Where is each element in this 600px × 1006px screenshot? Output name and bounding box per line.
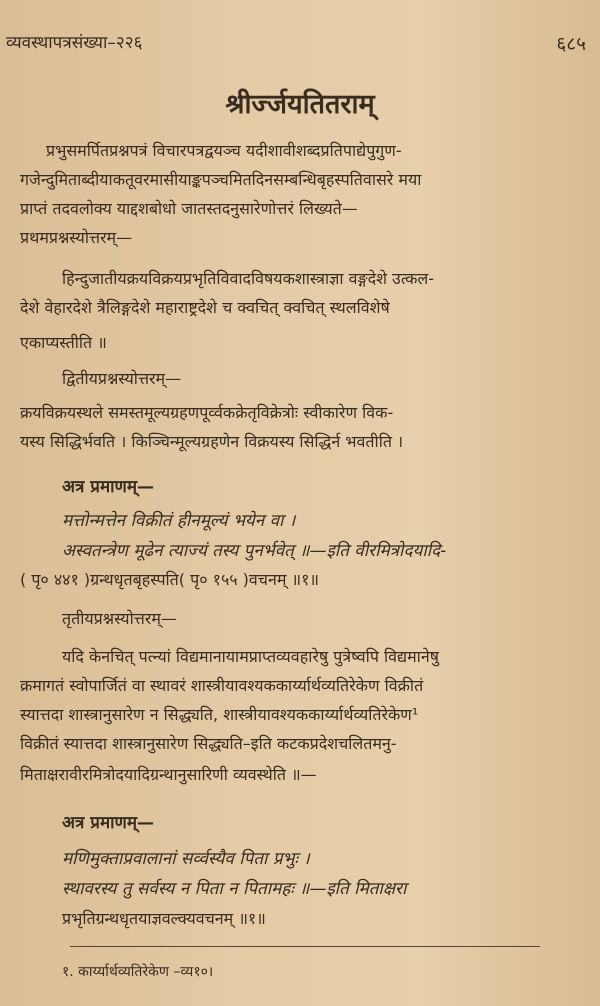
running-title: व्यवस्थापत्रसंख्या–२२६ — [6, 33, 143, 53]
verse-line: अस्वतन्त्रेण मूढेन त्याज्यं तस्य पुनर्भवेत् ॥—इति वीरमित्रोदयादि- — [62, 541, 447, 561]
section-heading: अत्र प्रमाणम्— — [62, 477, 154, 497]
text-line: क्रयविक्रयस्थले समस्तमूल्यग्रहणपूर्व्वकक्रेतृविक्रेत्रोः स्वीकारेण विक- — [20, 403, 394, 422]
verse-line: मणिमुक्ताप्रवालानां सर्व्वस्यैव पिता प्रभुः । — [62, 849, 310, 869]
text-line: हिन्दुजातीयक्रयविक्रयप्रभृतिविवादविषयकशास्त्राज्ञा वङ्गदेशे उत्कल- — [62, 269, 435, 288]
text-line: यस्य सिद्धिर्भवति । किञ्चिन्मूल्यग्रहणेन विक्रयस्य सिद्धिर्न भवतीति । — [20, 432, 404, 451]
section-heading: प्रथमप्रश्नस्योत्तरम्— — [20, 228, 133, 247]
text-line: प्रभुसमर्पितप्रश्नपत्रं विचारपत्रद्वयञ्च यदीशावीशब्दप्रतिपाद्येपुगुण- — [46, 141, 402, 160]
text-line: यदि केनचित् पत्न्यां विद्यमानायामप्राप्तव्यवहारेषु पुत्रेष्वपि विद्यमानेषु — [62, 647, 439, 666]
text-line: क्रमागतं स्वोपार्जितं वा स्थावरं शास्त्रीयावश्यककार्य्यार्थव्यतिरेकेण विक्रीतं — [20, 676, 424, 695]
page-header — [6, 30, 586, 54]
section-heading: द्वितीयप्रश्नस्योत्तरम्— — [62, 369, 182, 388]
text-line: गजेन्दुमिताब्दीयाकतूवरमासीयाङ्कपञ्चमितदिनसम्बन्धिबृहस्पतिवासरे मया — [20, 170, 422, 189]
footnote-divider — [70, 946, 540, 947]
text-line: एकाप्यस्तीति ॥ — [20, 333, 107, 352]
footnote: १. कार्य्यार्थव्यतिरेकेण –व्य१०। — [62, 964, 214, 980]
verse-line: स्थावरस्य तु सर्वस्य न पिता न पितामहः ॥—इति मिताक्षरा — [62, 879, 407, 899]
text-line: ( पृ० ४४१ )ग्रन्थधृतबृहस्पति( पृ० १५५ )वचनम् ॥१॥ — [20, 570, 319, 589]
text-line: प्रभृतिग्रन्थधृतयाज्ञवल्क्यवचनम् ॥१॥ — [62, 909, 266, 928]
section-heading: तृतीयप्रश्नस्योत्तरम्— — [62, 609, 177, 628]
text-line: देशे वेहारदेशे त्रैलिङ्गदेशे महाराष्ट्रदेशे च क्वचित् क्वचित् स्थलविशेषे — [20, 298, 390, 317]
text-line: मिताक्षरावीरमित्रोदयादिग्रन्थानुसारिणी व्यवस्थेति ॥— — [20, 765, 317, 784]
text-line: प्राप्तं तदवलोक्य याद्दशबोधो जातस्तदनुसारेणोत्तरं लिख्यते— — [20, 199, 358, 218]
text-line: स्यात्तदा शास्त्रानुसारेण न सिद्ध्यति, शास्त्रीयावश्यककार्य्यार्थव्यतिरेकेण¹ — [20, 705, 419, 724]
verse-line: मत्तोन्मत्तेन विक्रीतं हीनमूल्यं भयेन वा । — [62, 511, 296, 531]
page-number: ६८५ — [556, 33, 586, 55]
text-line: विक्रीतं स्यात्तदा शास्त्रानुसारेण सिद्ध्यति–इति कटकप्रदेशचलितमनु- — [20, 734, 397, 753]
page-title: श्रीर्ज्जयतितराम् — [225, 89, 375, 120]
section-heading: अत्र प्रमाणम्— — [62, 813, 154, 833]
